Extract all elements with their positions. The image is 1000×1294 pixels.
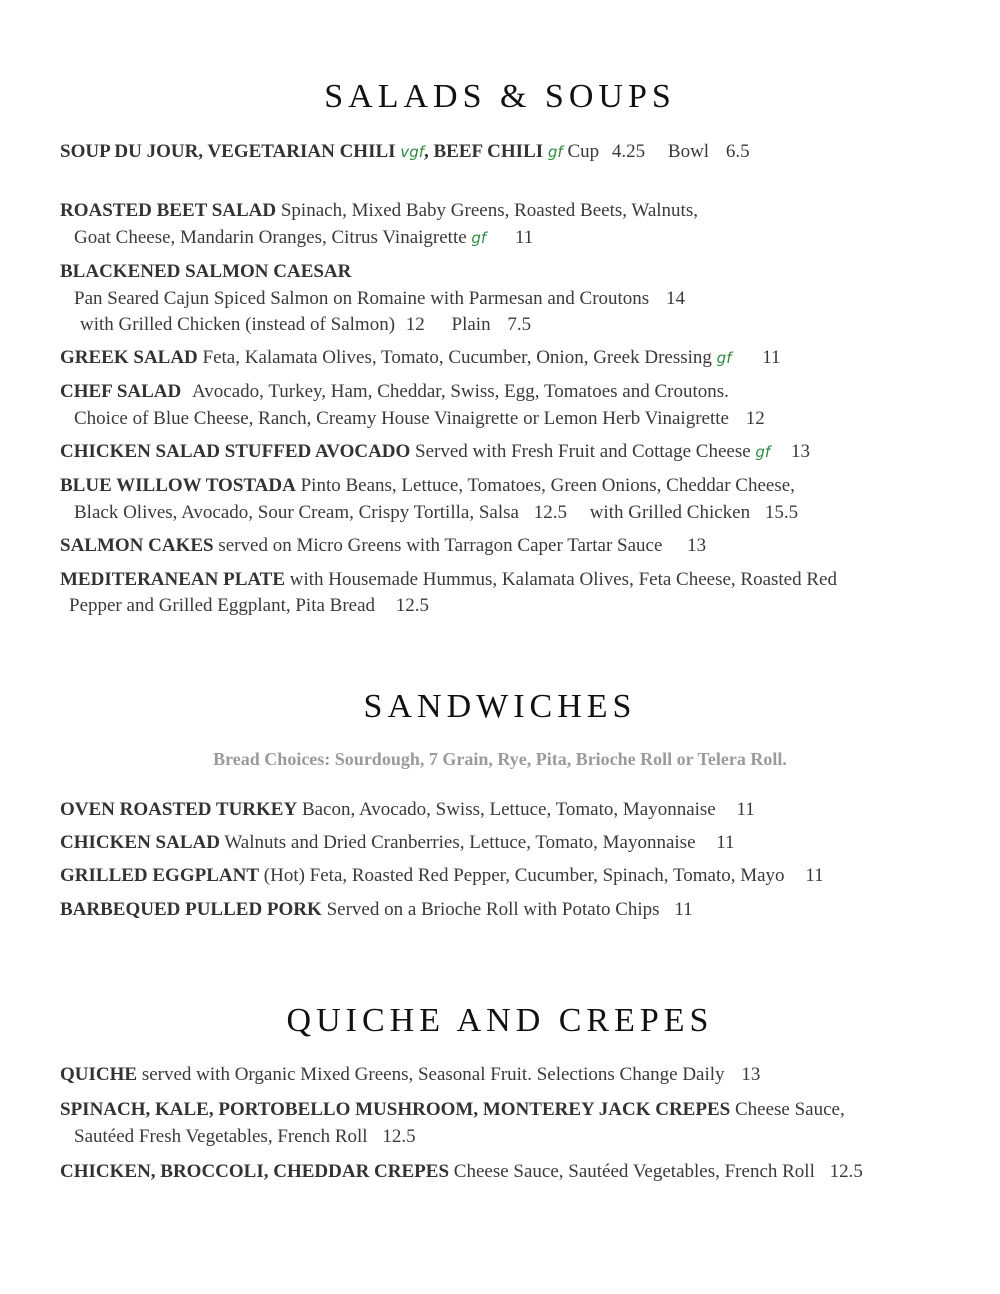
item-desc: Pepper and Grilled Eggplant, Pita Bread (69, 595, 376, 616)
item-desc: Cheese Sauce, Sautéed Vegetables, French Roll (453, 1161, 815, 1182)
item-desc: Walnuts and Dried Cranberries, Lettuce, Tomato, Mayonnaise (224, 832, 696, 853)
cup-label: Cup (567, 141, 600, 162)
item-name: GRILLED EGGPLANT (60, 865, 260, 886)
vegetarian-mark: v (400, 143, 410, 161)
item-option-price: 15.5 (764, 502, 799, 523)
item-option: with Grilled Chicken (589, 502, 751, 523)
menu-item-chicken-crepes (60, 1161, 863, 1183)
comma: , (424, 141, 429, 162)
section-title-salads: SALADS & SOUPS (324, 78, 676, 115)
menu-item-turkey (60, 799, 755, 821)
menu-item-salmon-caesar-options (80, 314, 531, 336)
item-name: GREEK SALAD (60, 347, 198, 368)
menu-item-spinach-crepes-cont (74, 1126, 416, 1148)
item-price: 12 (405, 314, 425, 335)
menu-item-spinach-crepes (60, 1099, 845, 1121)
menu-item-chef-salad-cont (74, 408, 765, 430)
item-price: 11 (716, 832, 735, 853)
item-name: SPINACH, KALE, PORTOBELLO MUSHROOM, MONTEREY JACK CREPES (60, 1099, 731, 1120)
item-price: 14 (665, 288, 685, 309)
item-name: CHICKEN SALAD (60, 832, 220, 853)
bowl-price: 6.5 (725, 141, 750, 162)
menu-item-mediterranean-cont (69, 595, 429, 617)
plain-label: Plain (451, 314, 491, 335)
cup-price: 4.25 (611, 141, 646, 162)
gluten-free-mark: gf (755, 443, 771, 461)
menu-item-chicken-salad (60, 832, 735, 854)
menu-item-tostada (60, 475, 795, 497)
item-name: CHICKEN SALAD STUFFED AVOCADO (60, 441, 411, 462)
menu-item-stuffed-avocado (60, 441, 810, 463)
item-name: SOUP DU JOUR, VEGETARIAN CHILI (60, 141, 396, 162)
item-name: CHEF SALAD (60, 381, 182, 402)
item-desc: Goat Cheese, Mandarin Oranges, Citrus Vinaigrette (74, 227, 467, 248)
bowl-label: Bowl (667, 141, 710, 162)
item-price: 13 (687, 535, 707, 556)
gluten-free-mark: gf (716, 349, 732, 367)
menu-item-chef-salad (60, 381, 729, 403)
menu-item-pulled-pork (60, 899, 693, 921)
item-desc: Avocado, Turkey, Ham, Cheddar, Swiss, Egg, Tomatoes and Croutons. (191, 381, 729, 402)
item-desc: with Housemade Hummus, Kalamata Olives, Feta Cheese, Roasted Red (289, 569, 837, 590)
gluten-free-mark: gf (471, 229, 487, 247)
item-price: 12.5 (395, 595, 430, 616)
bread-choices-note: Bread Choices: Sourdough, 7 Grain, Rye, Pita, Brioche Roll or Telera Roll. (213, 749, 787, 769)
item-name: BLACKENED SALMON CAESAR (60, 261, 352, 282)
item-price: 11 (762, 347, 781, 368)
item-price: 12.5 (533, 502, 567, 523)
menu-item-mediterranean (60, 569, 837, 591)
item-desc: Bacon, Avocado, Swiss, Lettuce, Tomato, Mayonnaise (301, 799, 716, 820)
gluten-free-mark: gf (409, 143, 424, 161)
menu-item-grilled-eggplant (60, 865, 824, 887)
item-desc: Choice of Blue Cheese, Ranch, Creamy House Vinaigrette or Lemon Herb Vinaigrette (74, 408, 729, 429)
item-price: 13 (741, 1064, 761, 1085)
item-desc: Served with Fresh Fruit and Cottage Cheese (415, 441, 751, 462)
item-name: SALMON CAKES (60, 535, 214, 556)
item-desc: Sautéed Fresh Vegetables, French Roll (74, 1126, 368, 1147)
item-desc: (Hot) Feta, Roasted Red Pepper, Cucumber, Spinach, Tomato, Mayo (263, 865, 785, 886)
item-price: 11 (514, 227, 534, 248)
item-desc: served on Micro Greens with Tarragon Caper Tartar Sauce (218, 535, 663, 556)
section-title-quiche: QUICHE AND CREPES (286, 1002, 714, 1039)
item-desc: Pan Seared Cajun Spiced Salmon on Romaine with Parmesan and Croutons (74, 288, 650, 309)
item-name: BARBEQUED PULLED PORK (60, 899, 322, 920)
menu-item-tostada-cont (74, 502, 798, 524)
item-price: 11 (805, 865, 824, 886)
item-desc: Pinto Beans, Lettuce, Tomatoes, Green Onions, Cheddar Cheese, (300, 475, 795, 496)
item-price: 11 (736, 799, 755, 820)
item-name: BLUE WILLOW TOSTADA (60, 475, 296, 496)
item-name: QUICHE (60, 1064, 138, 1085)
menu-item-beet-salad-cont (74, 227, 533, 249)
item-price: 11 (674, 899, 693, 920)
item-desc: served with Organic Mixed Greens, Seasonal Fruit. Selections Change Daily (141, 1064, 725, 1085)
menu-item-salmon-cakes (60, 535, 706, 557)
item-desc: with Grilled Chicken (instead of Salmon) (80, 314, 396, 335)
item-desc: Black Olives, Avocado, Sour Cream, Crispy Tortilla, Salsa (74, 502, 519, 523)
item-price: 12 (745, 408, 765, 429)
plain-price: 7.5 (507, 314, 532, 335)
gluten-free-mark: gf (547, 143, 563, 161)
menu-item-soup (60, 141, 750, 163)
menu-item-greek-salad (60, 347, 781, 369)
item-desc: Feta, Kalamata Olives, Tomato, Cucumber, Onion, Greek Dressing (202, 347, 712, 368)
item-name: OVEN ROASTED TURKEY (60, 799, 298, 820)
menu-item-salmon-caesar-desc (74, 288, 685, 310)
item-name: MEDITERANEAN PLATE (60, 569, 286, 590)
section-title-sandwiches: SANDWICHES (363, 688, 637, 725)
item-price: 13 (790, 441, 810, 462)
menu-item-salmon-caesar (60, 261, 351, 283)
item-name: CHICKEN, BROCCOLI, CHEDDAR CREPES (60, 1161, 450, 1182)
item-name: ROASTED BEET SALAD (60, 200, 277, 221)
item-price: 12.5 (382, 1126, 416, 1147)
item-desc: Spinach, Mixed Baby Greens, Roasted Beets, Walnuts, (280, 200, 698, 221)
item-name-2: BEEF CHILI (433, 141, 544, 162)
item-desc: Cheese Sauce, (734, 1099, 845, 1120)
item-desc: Served on a Brioche Roll with Potato Chips (326, 899, 660, 920)
menu-item-quiche (60, 1064, 760, 1086)
menu-item-beet-salad (60, 200, 698, 222)
item-price: 12.5 (829, 1161, 863, 1182)
